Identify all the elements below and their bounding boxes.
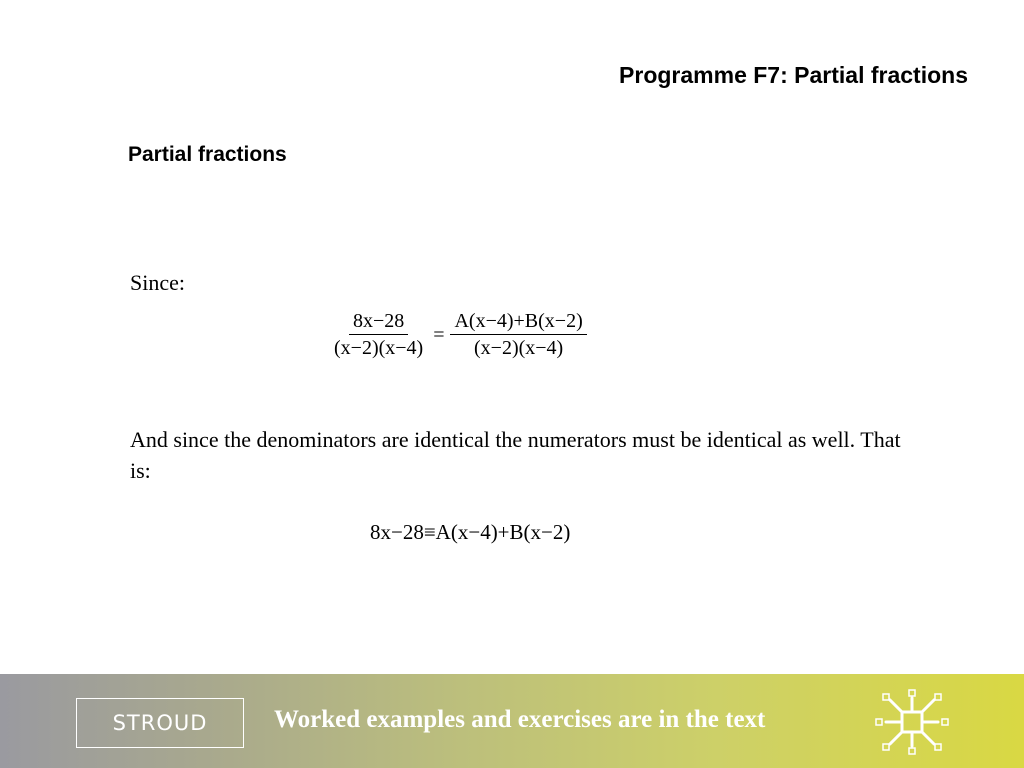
equals-sign: = <box>433 323 445 346</box>
rhs-denominator: (x−2)(x−4) <box>474 337 564 359</box>
section-title: Partial fractions <box>128 143 287 166</box>
lhs-fraction <box>330 310 427 360</box>
rhs-fraction <box>450 310 586 360</box>
explanation-paragraph: And since the denominators are identical the numerators must be identical as well. That is: <box>130 427 901 483</box>
lhs-denominator: (x−2)(x−4) <box>334 337 424 359</box>
identity-equation: 8x−28≡A(x−4)+B(x−2) <box>370 520 571 544</box>
lhs-numerator: 8x−28 <box>349 310 408 335</box>
partial-fraction-equation <box>330 310 587 360</box>
rhs-numerator: A(x−4)+B(x−2) <box>450 310 586 335</box>
programme-title: Programme F7: Partial fractions <box>619 62 968 88</box>
footer-bar <box>0 674 1024 768</box>
footer-message: Worked examples and exercises are in the text <box>274 706 766 733</box>
since-label: Since: <box>130 270 185 295</box>
network-node-icon <box>872 686 952 758</box>
stroud-brand-box: STROUD <box>76 698 244 748</box>
